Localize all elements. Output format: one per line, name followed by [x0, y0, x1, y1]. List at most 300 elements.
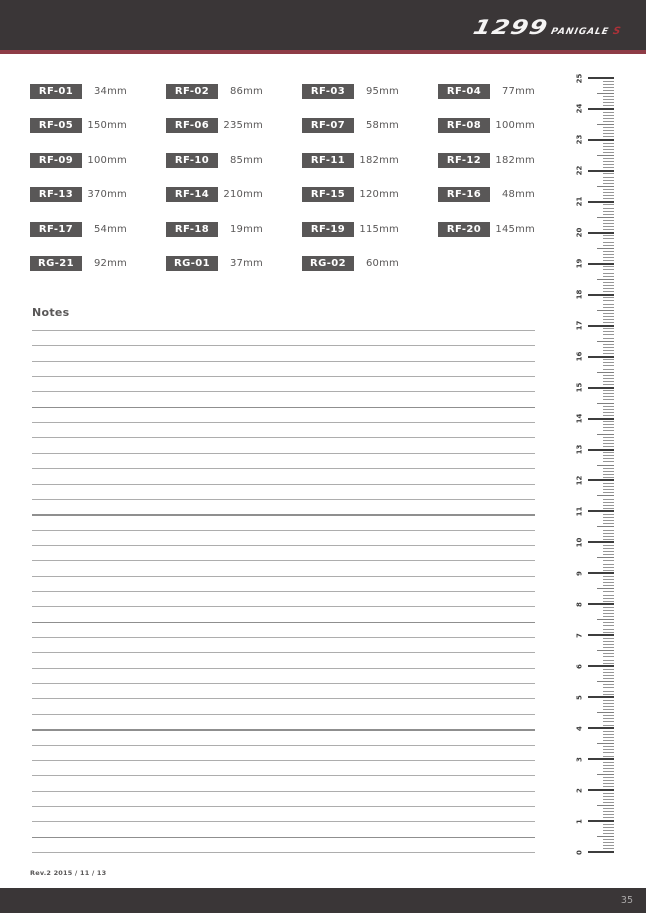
- ruler-mm-tick: [603, 715, 614, 716]
- note-line: [32, 760, 535, 761]
- ruler-mm-tick: [603, 607, 614, 608]
- ruler-mm-tick: [603, 164, 614, 165]
- ruler-mm-tick: [603, 133, 614, 134]
- ruler-mm-tick: [603, 669, 614, 670]
- ruler-mm-tick: [603, 514, 614, 515]
- ruler-mm-tick: [603, 313, 614, 314]
- ruler-mm-tick: [603, 780, 614, 781]
- ruler-half-cm-tick: [597, 650, 614, 651]
- ruler-mm-tick: [603, 533, 614, 534]
- ruler-mm-tick: [603, 765, 614, 766]
- measurement-value: 150mm: [87, 120, 127, 132]
- note-line: [32, 806, 535, 807]
- ruler-mm-tick: [603, 226, 614, 227]
- ruler-mm-tick: [603, 799, 614, 800]
- ruler-mm-tick: [603, 675, 614, 676]
- ruler-mm-tick: [603, 331, 614, 332]
- measurement-value: 60mm: [365, 257, 399, 269]
- ruler-mm-tick: [603, 796, 614, 797]
- ruler-mm-tick: [603, 625, 614, 626]
- ruler-mm-tick: [603, 409, 614, 410]
- ruler-mm-tick: [603, 802, 614, 803]
- ruler-mm-tick: [603, 198, 614, 199]
- ruler-cm-label: 17: [575, 320, 584, 331]
- note-line: [32, 530, 535, 531]
- ruler-mm-tick: [603, 430, 614, 431]
- measurement-code-badge: RF-17: [30, 222, 82, 237]
- note-line: [32, 637, 535, 638]
- ruler-mm-tick: [603, 622, 614, 623]
- ruler-mm-tick: [603, 276, 614, 277]
- ruler-mm-tick: [603, 734, 614, 735]
- measurement-value: 145mm: [495, 223, 535, 235]
- ruler-mm-tick: [603, 81, 614, 82]
- ruler-mm-tick: [603, 328, 614, 329]
- note-line: [32, 345, 535, 346]
- ruler-half-cm-tick: [597, 93, 614, 94]
- ruler-mm-tick: [603, 591, 614, 592]
- measurement-code-badge: RF-10: [166, 153, 218, 168]
- ruler-mm-tick: [603, 601, 614, 602]
- logo-model-text: 1299: [471, 15, 552, 39]
- ruler-half-cm-tick: [597, 434, 614, 435]
- measurement-value: 92mm: [93, 257, 127, 269]
- ruler-mm-tick: [603, 390, 614, 391]
- ruler-mm-tick: [603, 564, 614, 565]
- ruler-mm-tick: [603, 87, 614, 88]
- ruler-mm-tick: [603, 684, 614, 685]
- ruler-half-cm-tick: [597, 372, 614, 373]
- ruler-cm-line: [588, 77, 614, 79]
- ruler-mm-tick: [603, 121, 614, 122]
- ruler-mm-tick: [603, 251, 614, 252]
- ruler-mm-tick: [603, 273, 614, 274]
- measurement-item: [302, 153, 438, 187]
- measurement-value: 85mm: [229, 154, 263, 166]
- ruler-mm-tick: [603, 808, 614, 809]
- measurement-code-badge: RG-21: [30, 256, 82, 271]
- measurement-item: [438, 84, 574, 118]
- measurement-item: [30, 118, 166, 152]
- measurement-item: [302, 118, 438, 152]
- ruler-mm-tick: [603, 223, 614, 224]
- measurement-code-badge: RG-02: [302, 256, 354, 271]
- note-line: [32, 407, 535, 408]
- ruler-mm-tick: [603, 96, 614, 97]
- ruler-cm-label: 24: [575, 104, 584, 114]
- note-line: [32, 821, 535, 822]
- measurement-item: [166, 84, 302, 118]
- measurement-code-badge: RF-20: [438, 222, 490, 237]
- brand-logo: [471, 15, 622, 39]
- ruler-mm-tick: [603, 486, 614, 487]
- ruler-cm-line: [588, 170, 614, 172]
- measurement-item: [302, 256, 438, 290]
- measurement-code-badge: RF-04: [438, 84, 490, 99]
- ruler-mm-tick: [603, 848, 614, 849]
- notes-heading: Notes: [32, 306, 70, 319]
- ruler-cm-label: 19: [575, 258, 584, 269]
- measurement-value: 37mm: [229, 257, 263, 269]
- ruler-mm-tick: [603, 350, 614, 351]
- ruler-mm-tick: [603, 672, 614, 673]
- ruler-cm-line: [588, 851, 614, 853]
- ruler-mm-tick: [603, 502, 614, 503]
- ruler-half-cm-tick: [597, 341, 614, 342]
- ruler-mm-tick: [603, 582, 614, 583]
- ruler-mm-tick: [603, 183, 614, 184]
- ruler-mm-tick: [603, 118, 614, 119]
- ruler-mm-tick: [603, 725, 614, 726]
- ruler-mm-tick: [603, 746, 614, 747]
- measurement-value: 48mm: [501, 189, 535, 201]
- ruler-mm-tick: [603, 468, 614, 469]
- measurement-item: [30, 84, 166, 118]
- measurement-code-badge: RF-06: [166, 118, 218, 133]
- ruler-mm-tick: [603, 338, 614, 339]
- ruler-mm-tick: [603, 489, 614, 490]
- ruler-cm-label: 23: [575, 135, 584, 145]
- ruler-cm-line: [588, 263, 614, 265]
- ruler-mm-tick: [603, 115, 614, 116]
- logo-variant-text: S: [611, 26, 622, 37]
- ruler-mm-tick: [603, 365, 614, 366]
- ruler-mm-tick: [603, 647, 614, 648]
- ruler-mm-tick: [603, 204, 614, 205]
- measurement-code-badge: RF-14: [166, 187, 218, 202]
- ruler-mm-tick: [603, 455, 614, 456]
- ruler-cm-label: 14: [575, 413, 584, 424]
- ruler-mm-tick: [603, 384, 614, 385]
- ruler-mm-tick: [603, 786, 614, 787]
- ruler-mm-tick: [603, 369, 614, 370]
- ruler-mm-tick: [603, 641, 614, 642]
- ruler-mm-tick: [603, 362, 614, 363]
- note-line: [32, 668, 535, 669]
- ruler-mm-tick: [603, 660, 614, 661]
- ruler-mm-tick: [603, 238, 614, 239]
- ruler-mm-tick: [603, 629, 614, 630]
- measurement-value: 95mm: [365, 86, 399, 97]
- ruler-mm-tick: [603, 492, 614, 493]
- ruler-half-cm-tick: [597, 712, 614, 713]
- measurement-code-badge: RF-08: [438, 118, 490, 133]
- ruler-mm-tick: [603, 536, 614, 537]
- ruler-mm-tick: [603, 539, 614, 540]
- ruler-mm-tick: [603, 520, 614, 521]
- measurement-value: 120mm: [359, 189, 399, 201]
- ruler-mm-tick: [603, 161, 614, 162]
- ruler-mm-tick: [603, 783, 614, 784]
- ruler-cm-label: 8: [575, 601, 584, 607]
- ruler-cm-label: 6: [575, 663, 584, 669]
- measurement-item: [30, 187, 166, 221]
- ruler-half-cm-tick: [597, 124, 614, 125]
- ruler-mm-tick: [603, 214, 614, 215]
- note-line: [32, 791, 535, 792]
- measurement-item: [302, 187, 438, 221]
- note-line: [32, 545, 535, 546]
- ruler-mm-tick: [603, 127, 614, 128]
- ruler-mm-tick: [603, 412, 614, 413]
- footer-bar: [0, 888, 646, 913]
- ruler-cm-line: [588, 572, 614, 574]
- ruler-cm-line: [588, 449, 614, 451]
- ruler-mm-tick: [603, 84, 614, 85]
- page-number: 35: [620, 895, 633, 906]
- ruler-mm-tick: [603, 347, 614, 348]
- measurement-code-badge: RF-11: [302, 153, 354, 168]
- measurement-code-badge: RF-12: [438, 153, 490, 168]
- measurement-value: 54mm: [93, 223, 127, 235]
- ruler-half-cm-tick: [597, 403, 614, 404]
- ruler-mm-tick: [603, 421, 614, 422]
- measurement-value: 182mm: [359, 154, 399, 166]
- measurement-value: 86mm: [229, 86, 263, 97]
- measurement-code-badge: RF-07: [302, 118, 354, 133]
- ruler-half-cm-tick: [597, 743, 614, 744]
- ruler-mm-tick: [603, 653, 614, 654]
- note-line: [32, 468, 535, 469]
- measurement-item: [438, 187, 574, 221]
- measurement-value: 182mm: [495, 154, 535, 166]
- note-line: [32, 560, 535, 561]
- ruler-mm-tick: [603, 208, 614, 209]
- ruler-cm-line: [588, 727, 614, 729]
- note-line: [32, 652, 535, 653]
- ruler-mm-tick: [603, 334, 614, 335]
- ruler-cm-line: [588, 325, 614, 327]
- ruler-cm-line: [588, 634, 614, 636]
- ruler-mm-tick: [603, 316, 614, 317]
- measurement-value: 19mm: [229, 223, 263, 235]
- ruler-mm-tick: [603, 112, 614, 113]
- ruler-cm-label: 20: [575, 227, 584, 238]
- measurement-item: [30, 153, 166, 187]
- note-line: [32, 591, 535, 592]
- ruler-mm-tick: [603, 830, 614, 831]
- ruler-mm-tick: [603, 554, 614, 555]
- ruler-half-cm-tick: [597, 155, 614, 156]
- ruler-mm-tick: [603, 508, 614, 509]
- ruler-cm-label: 21: [575, 196, 584, 207]
- ruler-mm-tick: [603, 483, 614, 484]
- logo-name-text: PANIGALE: [549, 27, 610, 37]
- ruler-mm-tick: [603, 752, 614, 753]
- ruler-mm-tick: [603, 220, 614, 221]
- ruler-mm-tick: [603, 446, 614, 447]
- ruler-mm-tick: [603, 136, 614, 137]
- note-line: [32, 606, 535, 607]
- ruler-mm-tick: [603, 827, 614, 828]
- ruler-mm-tick: [603, 740, 614, 741]
- ruler-half-cm-tick: [597, 805, 614, 806]
- measurement-item: [302, 84, 438, 118]
- note-line: [32, 576, 535, 577]
- ruler-mm-tick: [603, 814, 614, 815]
- ruler-cm-label: 2: [575, 787, 584, 793]
- measurement-code-badge: RF-09: [30, 153, 82, 168]
- ruler-mm-tick: [603, 477, 614, 478]
- ruler-cm-line: [588, 603, 614, 605]
- ruler-mm-tick: [603, 245, 614, 246]
- ruler-mm-tick: [603, 177, 614, 178]
- note-line: [32, 499, 535, 500]
- ruler-mm-tick: [603, 687, 614, 688]
- measurement-item: [166, 187, 302, 221]
- ruler-mm-tick: [603, 567, 614, 568]
- ruler-mm-tick: [603, 158, 614, 159]
- ruler-mm-tick: [603, 167, 614, 168]
- ruler-mm-tick: [603, 359, 614, 360]
- ruler-mm-tick: [603, 709, 614, 710]
- ruler-mm-tick: [603, 180, 614, 181]
- ruler-mm-tick: [603, 595, 614, 596]
- ruler-mm-tick: [603, 548, 614, 549]
- ruler-mm-tick: [603, 90, 614, 91]
- ruler-mm-tick: [603, 579, 614, 580]
- ruler-cm-line: [588, 758, 614, 760]
- ruler-mm-tick: [603, 458, 614, 459]
- note-line: [32, 852, 535, 853]
- ruler-mm-tick: [603, 300, 614, 301]
- measurement-value: 370mm: [87, 189, 127, 201]
- measurement-item: [438, 222, 574, 256]
- measurement-item: [30, 256, 166, 290]
- note-line: [32, 729, 535, 730]
- ruler-mm-tick: [603, 576, 614, 577]
- ruler-mm-tick: [603, 415, 614, 416]
- ruler-mm-tick: [603, 793, 614, 794]
- ruler-mm-tick: [603, 845, 614, 846]
- ruler-cm-line: [588, 696, 614, 698]
- ruler-mm-tick: [603, 452, 614, 453]
- ruler-mm-tick: [603, 130, 614, 131]
- ruler-mm-tick: [603, 353, 614, 354]
- ruler-half-cm-tick: [597, 465, 614, 466]
- note-line: [32, 714, 535, 715]
- ruler-cm-line: [588, 510, 614, 512]
- ruler-cm-line: [588, 789, 614, 791]
- ruler-cm-line: [588, 665, 614, 667]
- ruler-mm-tick: [603, 644, 614, 645]
- ruler-cm-label: 9: [575, 570, 584, 576]
- ruler-mm-tick: [603, 706, 614, 707]
- note-line: [32, 484, 535, 485]
- ruler-cm-line: [588, 820, 614, 822]
- ruler-mm-tick: [603, 288, 614, 289]
- ruler-mm-tick: [603, 304, 614, 305]
- ruler-half-cm-tick: [597, 217, 614, 218]
- ruler-cm-label: 7: [575, 632, 584, 638]
- ruler-mm-tick: [603, 396, 614, 397]
- ruler-cm-line: [588, 139, 614, 141]
- ruler-half-cm-tick: [597, 774, 614, 775]
- ruler-cm-line: [588, 418, 614, 420]
- ruler-mm-tick: [603, 291, 614, 292]
- ruler-cm-label: 4: [575, 725, 584, 731]
- ruler-cm-label: 5: [575, 694, 584, 700]
- ruler-mm-tick: [603, 691, 614, 692]
- ruler-mm-tick: [603, 285, 614, 286]
- ruler-mm-tick: [603, 242, 614, 243]
- ruler-cm-line: [588, 108, 614, 110]
- ruler-mm-tick: [603, 474, 614, 475]
- ruler-half-cm-tick: [597, 248, 614, 249]
- ruler-half-cm-tick: [597, 495, 614, 496]
- measurement-value: 210mm: [223, 189, 263, 201]
- ruler-mm-tick: [603, 173, 614, 174]
- ruler-mm-tick: [603, 461, 614, 462]
- ruler-mm-tick: [603, 307, 614, 308]
- measurement-value: 235mm: [223, 120, 263, 132]
- ruler-mm-tick: [603, 375, 614, 376]
- ruler-mm-tick: [603, 322, 614, 323]
- ruler-cm-line: [588, 479, 614, 481]
- measurement-item: [166, 222, 302, 256]
- measurement-item: [166, 118, 302, 152]
- ruler-cm-label: 3: [575, 756, 584, 762]
- ruler-mm-tick: [603, 551, 614, 552]
- ruler-mm-tick: [603, 254, 614, 255]
- note-line: [32, 330, 535, 331]
- ruler-cm-line: [588, 541, 614, 543]
- note-line: [32, 745, 535, 746]
- note-line: [32, 698, 535, 699]
- ruler-mm-tick: [603, 833, 614, 834]
- ruler-half-cm-tick: [597, 526, 614, 527]
- ruler-cm-label: 10: [575, 537, 584, 548]
- note-line: [32, 775, 535, 776]
- measurement-code-badge: RF-15: [302, 187, 354, 202]
- ruler-mm-tick: [603, 811, 614, 812]
- ruler-mm-tick: [603, 570, 614, 571]
- ruler-mm-tick: [603, 297, 614, 298]
- ruler-cm-label: 11: [575, 506, 584, 517]
- ruler-mm-tick: [603, 585, 614, 586]
- ruler-mm-tick: [603, 530, 614, 531]
- ruler-cm-label: 1: [575, 818, 584, 824]
- measurement-code-badge: RF-03: [302, 84, 354, 99]
- ruler-mm-tick: [603, 523, 614, 524]
- ruler-mm-tick: [603, 598, 614, 599]
- ruler-mm-tick: [603, 424, 614, 425]
- ruler-cm-label: 0: [575, 849, 584, 855]
- measurement-value: 77mm: [501, 86, 535, 97]
- measurement-value: 115mm: [359, 223, 399, 235]
- ruler-mm-tick: [603, 192, 614, 193]
- measurement-code-badge: RF-18: [166, 222, 218, 237]
- measurement-item: [166, 153, 302, 187]
- ruler-mm-tick: [603, 499, 614, 500]
- ruler-mm-tick: [603, 694, 614, 695]
- ruler-mm-tick: [603, 99, 614, 100]
- ruler-cm-line: [588, 294, 614, 296]
- ruler-mm-tick: [603, 638, 614, 639]
- ruler-mm-tick: [603, 613, 614, 614]
- ruler-cm-line: [588, 387, 614, 389]
- ruler-mm-tick: [603, 777, 614, 778]
- measurement-code-badge: RF-02: [166, 84, 218, 99]
- ruler-mm-tick: [603, 749, 614, 750]
- note-line: [32, 622, 535, 623]
- ruler-mm-tick: [603, 269, 614, 270]
- measurement-item: [166, 256, 302, 290]
- ruler-mm-tick: [603, 406, 614, 407]
- ruler-mm-tick: [603, 344, 614, 345]
- ruler-mm-tick: [603, 737, 614, 738]
- ruler-mm-tick: [603, 105, 614, 106]
